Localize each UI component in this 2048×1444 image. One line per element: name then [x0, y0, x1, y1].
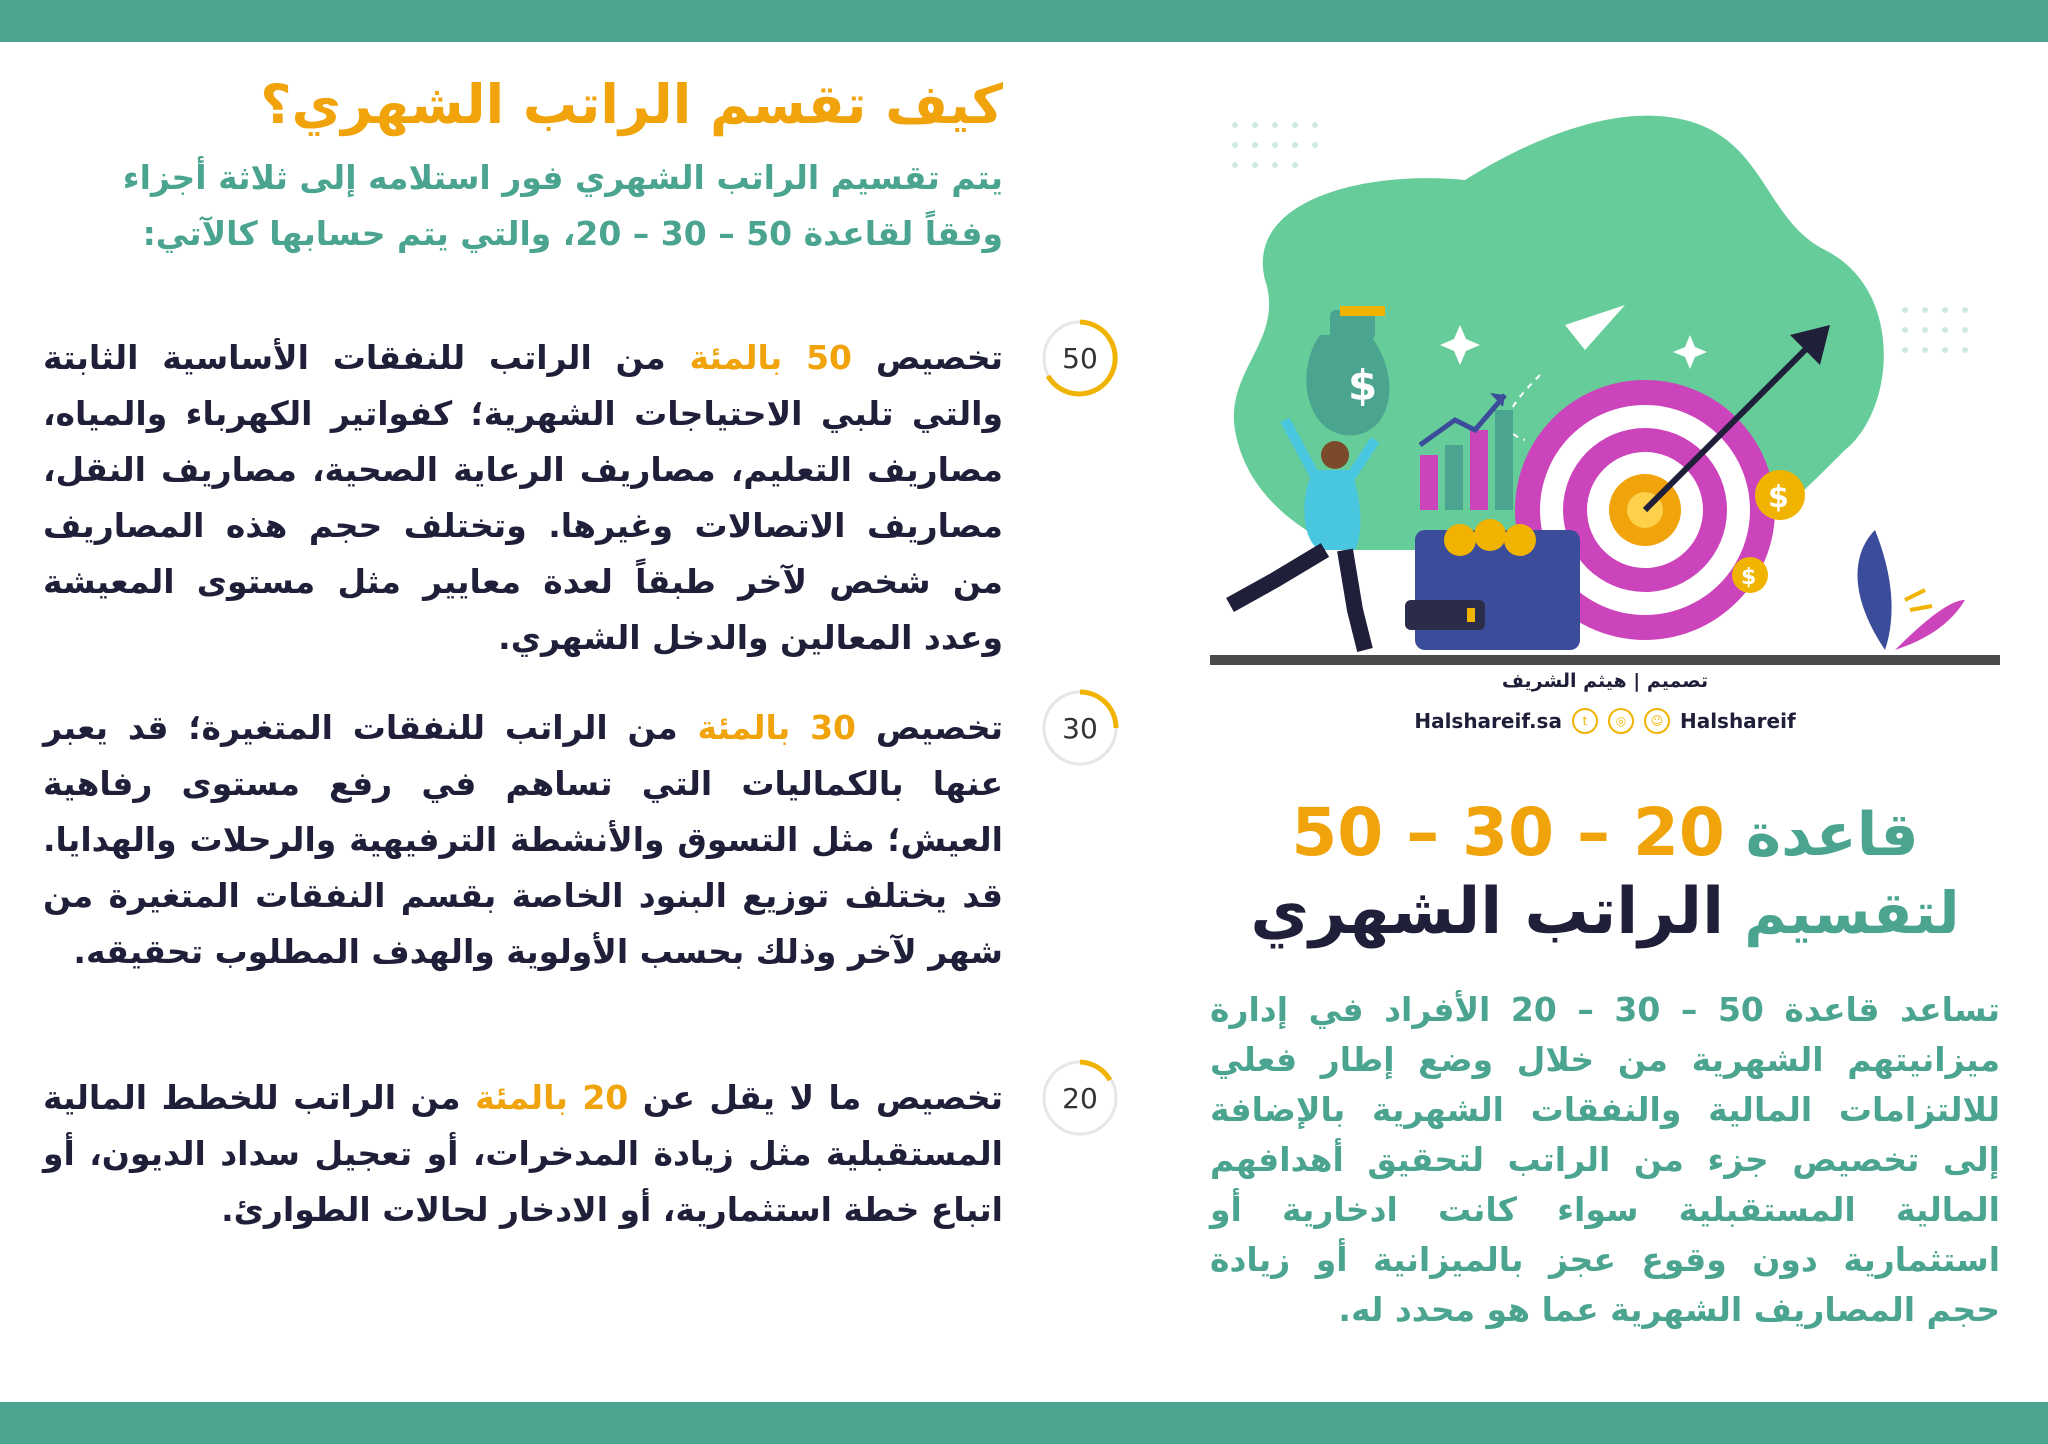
percent-badge-50: 50 — [1038, 316, 1122, 400]
designer-credit: تصميم | هيثم الشريف — [1501, 670, 1709, 692]
twitter-icon: t — [1572, 708, 1598, 734]
rule-subject: الراتب الشهري — [1250, 875, 1724, 949]
rule-description: تساعد قاعدة 50 – 30 – 20 الأفراد في إدارة ميزانيتهم الشهرية من خلال وضع إطار فعلي للالتزامات المالية والنفقات الشهرية بالإضافة إلى تخصيص جزء من الراتب لتحقيق أهدافهم المالية المستقبلية سواء كانت ادخارية أو استثمارية دون وقوع عجز بالميزانية أو زيادة حجم المصاريف الشهرية عما هو محدد له. — [1210, 990, 2000, 1329]
rule-word: لتقسيم — [1744, 879, 1960, 947]
item-text: تخصيص — [856, 708, 1003, 747]
list-item — [43, 1070, 1003, 1238]
item-text: تخصيص — [852, 338, 1003, 377]
top-band — [0, 0, 2048, 42]
wallet-icon — [1405, 519, 1580, 650]
percent-badge-30: 30 — [1038, 686, 1122, 770]
list-item — [43, 330, 1003, 666]
item-highlight: 50 بالمئة — [689, 338, 853, 377]
item-text: تخصيص ما لا يقل عن — [628, 1078, 1003, 1117]
social-handles — [1205, 708, 2005, 734]
credits — [1205, 670, 2005, 734]
item-text: من الراتب للنفقات الأساسية الثابتة والتي تلبي الاحتياجات الشهرية؛ كفواتير الكهرباء والمياه، مصاريف التعليم، مصاريف الرعاية الصحية، مصاريف النقل، مصاريف الاتصالات وغيرها. وتختلف حجم هذه المصاريف من شخص لآخر طبقاً لعدة معايير مثل مستوى المعيشة وعدد المعالين والدخل الشهري. — [43, 338, 1003, 657]
instagram-icon: ◎ — [1608, 708, 1634, 734]
rule-word: قاعدة — [1745, 800, 1919, 870]
item-text: من الراتب للنفقات المتغيرة؛ قد يعبر عنها بالكماليات التي تساهم في رفع مستوى رفاهية العيش؛ مثل التسوق والأنشطة الترفيهية والرحلات والهدايا. قد يختلف توزيع البنود الخاصة بقسم النفقات المتغيرة من شهر لآخر وذلك بحسب الأولوية والهدف المطلوب تحقيقه. — [43, 708, 1003, 971]
percent-badge-20: 20 — [1038, 1056, 1122, 1140]
svg-text:$: $ — [1348, 361, 1378, 410]
rule-numbers: 50 – 30 – 20 — [1291, 794, 1725, 871]
bottom-band — [0, 1402, 2048, 1444]
item-highlight: 30 بالمئة — [697, 708, 857, 747]
intro-text: يتم تقسيم الراتب الشهري فور استلامه إلى ثلاثة أجزاء وفقاً لقاعدة 50 – 30 – 20، والتي يتم حسابها كالآتي: — [122, 158, 1003, 253]
svg-text:$: $ — [1741, 565, 1757, 590]
rule-title — [1205, 795, 2005, 952]
item-highlight: 20 بالمئة — [475, 1078, 629, 1117]
illustration — [1205, 110, 2005, 670]
svg-text:$: $ — [1768, 480, 1789, 515]
item-text: من الراتب للخطط المالية المستقبلية مثل زيادة المدخرات، أو تعجيل سداد الديون، أو اتباع خطة استثمارية، أو الادخار لحالات الطوارئ. — [43, 1078, 1003, 1229]
snapchat-icon: ☺ — [1644, 708, 1670, 734]
handle-left: Halshareif.sa — [1414, 709, 1562, 733]
page-title: كيف تقسم الراتب الشهري؟ — [260, 73, 1003, 136]
handle-right: Halshareif — [1679, 709, 1796, 733]
list-item — [43, 700, 1003, 980]
